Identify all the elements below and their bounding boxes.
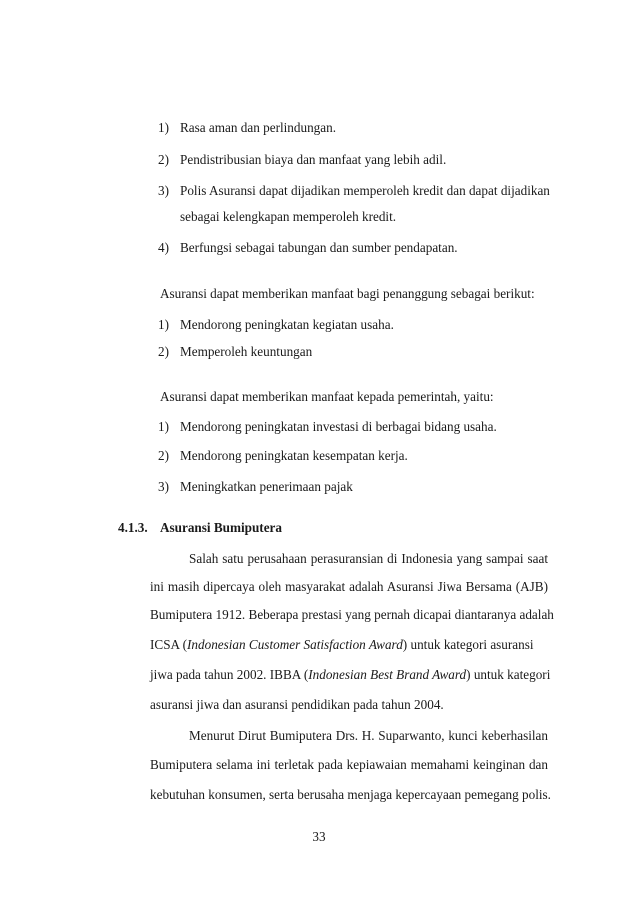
list-item-number: 4) bbox=[158, 240, 169, 255]
paragraph-line: Menurut Dirut Bumiputera Drs. H. Suparwanto, kunci keberhasilan bbox=[189, 728, 548, 743]
text-segment: jiwa pada tahun 2002. IBBA ( bbox=[150, 667, 309, 682]
paragraph-line: Bumiputera selama ini terletak pada kepiawaian memahami keinginan dan bbox=[150, 757, 548, 772]
list-item-number: 1) bbox=[158, 120, 169, 135]
list-item-text: Meningkatkan penerimaan pajak bbox=[180, 479, 353, 494]
award-name-italic: Indonesian Best Brand Award bbox=[308, 667, 467, 682]
award-name-italic: Indonesian Customer Satisfaction Award bbox=[187, 637, 403, 652]
paragraph-segment bbox=[150, 637, 534, 653]
paragraph-line bbox=[150, 637, 548, 653]
page-number: 33 bbox=[312, 829, 326, 844]
text-segment: ) untuk kategori bbox=[466, 667, 551, 682]
paragraph-line: ini masih dipercaya oleh masyarakat adalah Asuransi Jiwa Bersama (AJB) bbox=[150, 579, 548, 594]
paragraph-line: kebutuhan konsumen, serta berusaha menjaga kepercayaan pemegang polis. bbox=[150, 787, 551, 802]
list-item-number: 1) bbox=[158, 317, 169, 332]
list-item-text-continued: sebagai kelengkapan memperoleh kredit. bbox=[180, 209, 397, 224]
list-item-text: Polis Asuransi dapat dijadikan memperoleh kredit dan dapat dijadikan bbox=[180, 183, 550, 198]
list-item-number: 2) bbox=[158, 448, 169, 463]
list-item-number: 3) bbox=[158, 479, 169, 494]
list-item-text: Pendistribusian biaya dan manfaat yang lebih adil. bbox=[180, 152, 447, 167]
paragraph-line: asuransi jiwa dan asuransi pendidikan pada tahun 2004. bbox=[150, 697, 444, 712]
list-item-number: 3) bbox=[158, 183, 169, 198]
list-item-number: 2) bbox=[158, 152, 169, 167]
text-segment: ) untuk kategori asuransi bbox=[402, 637, 534, 652]
list-item-text: Mendorong peningkatan investasi di berbagai bidang usaha. bbox=[180, 419, 497, 434]
insurer-intro: Asuransi dapat memberikan manfaat bagi penanggung sebagai berikut: bbox=[160, 286, 535, 301]
list-item-text: Mendorong peningkatan kegiatan usaha. bbox=[180, 317, 394, 332]
paragraph-line bbox=[150, 667, 550, 683]
list-item-number: 1) bbox=[158, 419, 169, 434]
list-item-text: Memperoleh keuntungan bbox=[180, 344, 313, 359]
section-number: 4.1.3. bbox=[118, 520, 148, 535]
paragraph-line: Salah satu perusahaan perasuransian di Indonesia yang sampai saat bbox=[189, 551, 548, 566]
list-item-text: Mendorong peningkatan kesempatan kerja. bbox=[180, 448, 408, 463]
text-segment: ICSA ( bbox=[150, 637, 188, 652]
government-intro: Asuransi dapat memberikan manfaat kepada pemerintah, yaitu: bbox=[160, 389, 494, 404]
list-item-text: Berfungsi sebagai tabungan dan sumber pendapatan. bbox=[180, 240, 458, 255]
paragraph-line: Bumiputera 1912. Beberapa prestasi yang pernah dicapai diantaranya adalah bbox=[150, 607, 554, 622]
list-item-number: 2) bbox=[158, 344, 169, 359]
list-item-text: Rasa aman dan perlindungan. bbox=[180, 120, 337, 135]
section-title: Asuransi Bumiputera bbox=[160, 520, 283, 535]
